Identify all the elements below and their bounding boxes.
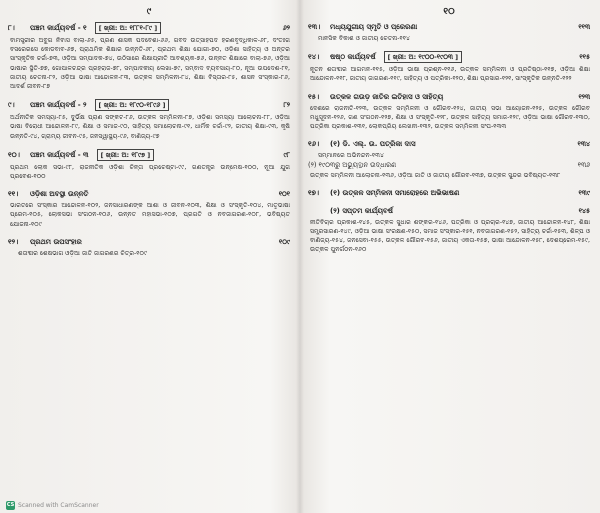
entry-title: (୧) ଡି. ଏଲ୍. ଉ. ପତ୍ରିକା ଦାସ <box>330 140 416 149</box>
entry-subheading <box>308 161 590 170</box>
entry-title: (୨) ସପ୍ତମ କାର୍ଯ୍ୟବର୍ଷ <box>330 206 393 215</box>
entry-title: ପଞ୍ଚମ କାର୍ଯ୍ୟବର୍ଷ - ୧ <box>30 24 87 32</box>
entry-body: ପ୍ରଥମ ଲୋକ ସଭା-୯୮, ରାଜନୀତିକ ଓଡ଼ିଶା ଚିନ୍ତା ପ୍ରଚେଷ୍ଟା-୯୯, ଗଣତନ୍ତ୍ର ଉନ୍ମେଷ-୧୦୦, ନୂଆ ଯୁଗ ପ୍ରବେଶ-୧୦୦ <box>10 163 290 181</box>
entry-page-number: ୧୩୪ <box>577 140 590 149</box>
entry-page-number: ୧୪୫ <box>578 206 590 215</box>
entry-body: ମାନସିକ ବିକାଶ ଓ ଜାତୀୟ ଚେତନା-୧୧୪ <box>318 35 410 42</box>
entry-title: ପଞ୍ଚମ କାର୍ଯ୍ୟବର୍ଷ - ୩ <box>30 150 89 159</box>
subheading-label: (୨) ୧୯୦୩ରୁ ଅଭ୍ୟୁତ୍ଥାନ ଉଦ୍ଧାରଣ <box>308 161 397 170</box>
entry-page-number: ୬୨ <box>282 24 290 32</box>
entry-number: ୧୩। <box>308 23 321 31</box>
entry-page-number: ୧୩୯ <box>578 188 590 197</box>
entry-page-number: ୧୦୯ <box>278 237 290 246</box>
entry-year-range: [ ଖ୍ରୀ: ଅ: ୧୮୯୭ ] <box>97 149 155 161</box>
toc-entry <box>8 237 290 258</box>
entry-page-number: ୧୦୧ <box>278 190 290 199</box>
entry-body: ନୀତିବିଚାର ପ୍ରକାଶ-୧୪୫, ଉତ୍କଳ ସୁଧାର ଶଙ୍କର-୧୪୬, ପତ୍ରିକା ଓ ପ୍ରଚାର-୧୪୭, ଜାତୀୟ ଆନ୍ଦୋଳନ-୧୪୮, ଶିକ୍ଷା ସମ୍ପ୍ରସାରଣ-୧୪୯, ଓଡ଼ିଆ ଭାଷା ସଂରକ୍ଷଣ-୧୫୦, ସମାଜ ସଂସ୍କାର-୧୫୧, ନବଜାଗରଣ-୧୫୨, ସାହିତ୍ୟ ଚର୍ଚ୍ଚା-୧୫୩, ଶିଳ୍ପ ଓ ବାଣିଜ୍ୟ-୧୫୪, ଜନସେବା-୧୫୫, ଉତ୍କଳ ଗୌରବ-୧୫୬, ଜାତୀୟ ଏକତା-୧୫୭, ଭାଷା ଆନ୍ଦୋଳନ-୧୫୮, ଦେଶପ୍ରେମ-୧୫୯, ଉତ୍କଳ ପୁନର୍ଗଠନ-୧୬୦ <box>310 218 590 254</box>
entry-page-number: ୯୮ <box>283 150 290 159</box>
toc-entry <box>308 206 590 255</box>
entry-body: ଶତାବ୍ଦୀର ଶେଷଭାଗ ଓଡ଼ିଆ ଜାତି ଜାଗରଣର ଚିତ୍ର-୧୦୯ <box>18 249 148 257</box>
entry-page-number: ୧୩୬ <box>577 161 590 170</box>
toc-entry <box>8 189 290 229</box>
entry-page-number: ୮୨ <box>283 101 290 110</box>
entry-year-range: [ ଖ୍ରୀ: ଅ: ୧୮୯୦-୧୮୯୬ ] <box>95 99 170 111</box>
entry-title: ପଞ୍ଚମ କାର୍ଯ୍ୟବର୍ଷ - ୨ <box>30 101 87 110</box>
entry-title: (୧) ଉତ୍କଳ ସମ୍ମିଳନୀ ସମାରୋହରେ ଅଭିଭାଷଣ <box>330 188 460 197</box>
entry-page-number: ୧୨୩ <box>578 92 590 101</box>
left-page <box>8 6 290 496</box>
right-page-number: ୧୦ <box>443 7 455 17</box>
entry-number: ୧୨। <box>8 237 19 246</box>
entry-number: ୧୫। <box>308 92 320 101</box>
entry-number: ୧୭। <box>308 188 320 197</box>
right-page <box>308 6 590 496</box>
entry-title: ମଧ୍ୟଯୁଗୀୟ ସ୍ମୃତି ଓ ପ୍ରେରଣା <box>330 23 418 31</box>
toc-entry <box>308 139 590 180</box>
entry-body: ବାମସ୍ତ୍ରୀର ଅବୁଗ ନିବାସ ବାଲା-୬୫, ପ୍ରଣ ଶାସକ ପଦବେଶା-୬୬, ଗବଦ ଉତ୍ସାହପଦ ହରଣବୃଦ୍ଧିକାଳ-୬୮, ଦଂତଃଗ ବସରେରସେ କୋଡବାବ-୬୭, ପ୍ରାଥମିକ ଶିକ୍ଷାର ଉନ୍ନତି-୬୮, ପ୍ରଥମ ଶିକ୍ଷା ଯୋଗୀ-୭୦, ଓଡ଼ିଶା ସାହିତ୍ୟ ଓ ଅନ୍ତର ସାଂସ୍କୃତିକ ଚର୍ଚ୍ଚା-୭୩, ଓଡ଼ିଆ ସମ୍ପାଦକ-୭୪, ଉଠିସାରେ ଶିକ୍ଷାପ୍ରୀତି ଆବଶ୍ୟକ-୭୬, ଉନ୍ନତ ଶିକ୍ଷାରେ ବାଲା-୭୬, ଓଡ଼ିଆ ଭାଷାର ସ୍ଥିତି-୭୭, ଗୋପାଳଚନ୍ଦ୍ର ପ୍ରହରାଜ-୭୮, ସମ୍ପାଦକୀୟ ଲେଖା-୭୯, ସମ୍ବାଦ ବ୍ୟବସାୟ-୮୦, ନୂଆ ଉପଦେଶ-୮୧, ଜାତୀୟ ଚେତନା-୮୨, ଓଡ଼ିଆ ଭାଷା ଆନ୍ଦୋଳନ-୮୩, ଉତ୍କଳ ସମ୍ମିଳନୀ-୮୪, ଶିକ୍ଷା ବିସ୍ତାର-୮୫, ଶାସନ ସଂସ୍କାର-୮୬, ଆଦର୍ଶ ଜୀବନ-୮୭ <box>10 37 290 91</box>
entry-number: ୧୦। <box>8 150 20 159</box>
entry-number: ୯। <box>8 101 15 110</box>
toc-entry <box>8 149 290 181</box>
toc-entry <box>308 22 590 43</box>
camscanner-logo-icon: CS <box>6 502 15 508</box>
entry-number: ୧୧। <box>8 190 19 199</box>
entry-body: ଦେଶରେ ରାଜନୀତି-୧୨୩, ଉତ୍କଳ ସମ୍ମିଳନୀ ଓ ଗୌରବ-୧୨୪, ଜାତୀୟ ସଭା ଆୟୋଜନ-୧୨୫, ଉତ୍କଳ ଗୌରବ ମଧୁସୂଦନ-୧୨୬, ଗଣ ସଂଗଠନ-୧୨୭, ଶିକ୍ଷା ଓ ସଂସ୍କୃତି-୧୨୮, ଉତ୍କଳ ସାହିତ୍ୟ ସମାଜ-୧୨୯, ଓଡ଼ିଆ ଭାଷା ଗୌରବ-୧୩୦, ପତ୍ରିକା ପ୍ରକାଶ-୧୩୧, ଲୋକପ୍ରିୟ ଲେଖନୀ-୧୩୨, ଉତ୍କଳ ସମ୍ମିଳନୀ ସଂଘ-୧୩୩ <box>310 104 590 131</box>
entry-page-number: ୧୧୫ <box>579 53 590 62</box>
entry-page-number: ୧୧୩ <box>578 23 590 31</box>
entry-body: ଅର୍ଥନୀତିକ ସମସ୍ୟା-୮୫, ଦୁର୍ଭିକ୍ଷ ପ୍ରାଣ ସଙ୍କଟ-୮୬, ଉତ୍କଳ ସମ୍ମିଳନୀ-୮୭, ଓଡ଼ିଶା ସମସ୍ୟା ଆଲୋଚନା-୮୮, ଓଡ଼ିଆ ଭାଷା ବିରୋଧୀ ଆନ୍ଦୋଳନ-୮୯, ଶିକ୍ଷା ଓ ସମାଜ-୯୦, ସାହିତ୍ୟ ସମାଲୋଚନା-୯୧, ଧାର୍ମିକ ଚର୍ଚ୍ଚା-୯୨, ଜାତୀୟ ଶିକ୍ଷା-୯୩, କୃଷି ଉନ୍ନତି-୯୪, ଗ୍ରାମ୍ୟ ଜୀବନ-୯୫, ଜନସ୍ୱାସ୍ଥ୍ୟ-୯୬, ବାଣିଜ୍ୟ-୯୭ <box>10 114 290 140</box>
toc-entry <box>308 188 590 198</box>
entry-body: ଭାରତରେ ସଂସ୍କାର ଆନ୍ଦୋଳନ-୧୦୨, ଜନସାଧାରଣଙ୍କ ଆଶା ଓ ଜୀବନ-୧୦୩, ଶିକ୍ଷା ଓ ସଂସ୍କୃତି-୧୦୪, ମାତୃଭାଷା ପ୍ରେମ-୧୦୫, ଲୋକସଭା ସଂଗଠନ-୧୦୬, ଉନ୍ନତ ମହାସଭା-୧୦୭, ପ୍ରଗତି ଓ ନବଜାଗରଣ-୧୦୮, ଭବିଷ୍ୟତ ଯୋଜନା-୧୦୯ <box>10 202 290 228</box>
scanner-watermark <box>6 501 99 510</box>
entry-title: ପ୍ରଥମ ଉପସଂହାର <box>30 237 82 246</box>
entry-body: ନୂତନ ଶତାବ୍ଦୀର ଆଗମନ-୧୧୫, ଓଡ଼ିଆ ଭାଷା ପ୍ରଶ୍ନ-୧୧୬, ଉତ୍କଳ ସମ୍ମିଳନୀ ଓ ପ୍ରତିଷ୍ଠା-୧୧୭, ଓଡ଼ିଆ ଶିକ୍ଷା ଆନ୍ଦୋଳନ-୧୧୮, ଜାତୀୟ ଜାଗରଣ-୧୧୯, ସାହିତ୍ୟ ଓ ପତ୍ରିକା-୧୨୦, ଶିକ୍ଷା ପ୍ରସାର-୧୨୧, ସାଂସ୍କୃତିକ ଉନ୍ନତି-୧୨୨ <box>310 66 590 83</box>
scanner-text: Scanned with CamScanner <box>18 502 99 509</box>
left-page-number: ୯ <box>146 7 152 17</box>
toc-entry <box>308 92 590 132</box>
toc-entry <box>8 99 290 141</box>
entry-body: ଉତ୍କଳ ସମ୍ମିଳନୀ ଆଲୋଚନା-୧୩୬, ଓଡ଼ିଆ ଜାତି ଓ ଜାତୀୟ ଗୌରବ-୧୩୭, ଉତ୍କଳ ସୁନ୍ଦର ଭବିଷ୍ୟତ-୧୩୮ <box>310 171 561 179</box>
entry-title: ଷଷ୍ଠ କାର୍ଯ୍ୟବର୍ଷ <box>330 53 376 62</box>
entry-year-range: [ ଖ୍ରୀ: ଅ: ୧୮୮୧-୮୯ ] <box>95 22 161 34</box>
entry-body: ସମ୍ମାନରେ ଅଭିନନ୍ଦନ-୧୩୪ <box>318 152 384 160</box>
entry-title: ଓଡ଼ିଶା ଅବସ୍ଥା ଉନ୍ନତି <box>30 190 89 199</box>
entry-year-range: [ ଖ୍ରୀ: ଅ: ୧୯୦୦-୧୯୦୩ ] <box>384 51 462 63</box>
book-gutter <box>296 0 304 513</box>
entry-number: ୧୪। <box>308 53 320 62</box>
toc-entry <box>8 22 290 91</box>
toc-entry <box>308 51 590 83</box>
entry-title: ଉତ୍କଳ ଗଉଡ଼ ଜାତିର ଇତିହାସ ଓ ସାହିତ୍ୟ <box>330 92 444 101</box>
entry-number: ୮। <box>8 24 15 32</box>
entry-number: ୧୬। <box>308 140 320 149</box>
